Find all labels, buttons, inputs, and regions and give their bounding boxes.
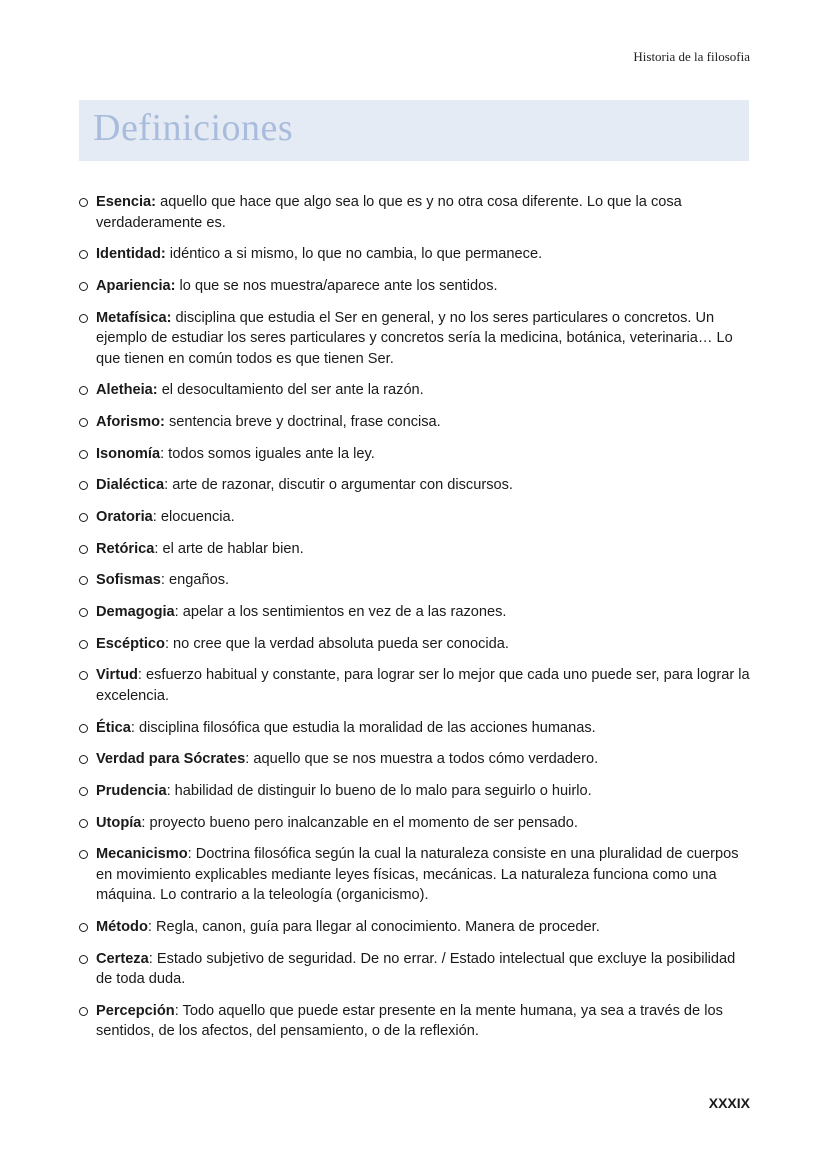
definition-term: Percepción [96, 1002, 175, 1019]
circle-bullet-icon [79, 450, 88, 459]
definition-item [79, 570, 751, 591]
definition-text: : elocuencia. [152, 509, 235, 525]
definition-text: : arte de razonar, discutir o argumentar con discursos. [164, 477, 513, 494]
circle-bullet-icon [79, 386, 88, 395]
circle-bullet-icon [79, 250, 88, 259]
definition-text: : el arte de hablar bien. [154, 540, 304, 557]
definition-text: lo que se nos muestra/aparece ante los sentidos. [175, 277, 498, 294]
definition-item [79, 444, 751, 465]
definition-text: : no cree que la verdad absoluta pueda ser conocida. [164, 635, 509, 652]
circle-bullet-icon [79, 418, 88, 427]
definitions-list [79, 192, 751, 1053]
definition-text: : aquello que se nos muestra a todos cómo verdadero. [245, 751, 599, 768]
definition-item [79, 813, 751, 834]
circle-bullet-icon [79, 198, 88, 207]
definition-text: el desocultamiento del ser ante la razón. [157, 382, 424, 399]
circle-bullet-icon [79, 576, 88, 585]
circle-bullet-icon [79, 608, 88, 617]
definition-term: Método [96, 919, 148, 936]
circle-bullet-icon [79, 850, 88, 859]
definition-term: Prudencia [96, 783, 167, 799]
circle-bullet-icon [79, 923, 88, 932]
definition-item [79, 244, 751, 265]
circle-bullet-icon [79, 819, 88, 828]
circle-bullet-icon [79, 481, 88, 490]
definition-term: Apariencia: [96, 277, 176, 294]
circle-bullet-icon [79, 314, 88, 323]
definition-term: Esencia: [96, 194, 157, 210]
definition-text: : engaños. [160, 572, 230, 589]
definition-item [79, 412, 751, 433]
page-title: Definiciones [93, 107, 294, 149]
definition-item [79, 507, 751, 528]
definition-item [79, 308, 751, 370]
definition-item [79, 781, 751, 802]
definition-text: : apelar a los sentimientos en vez de a las razones. [174, 604, 507, 621]
definition-term: Aforismo: [96, 413, 165, 430]
definition-term: Verdad para Sócrates [96, 751, 246, 768]
definition-term: Aletheia: [96, 382, 158, 399]
definition-text: : esfuerzo habitual y constante, para lograr ser lo mejor que cada uno puede ser, para lograr la excelencia. [96, 667, 750, 704]
definition-text: disciplina que estudia el Ser en general, y no los seres particulares o concretos. Un ejemplo de estudiar los seres particulares y concretos sería la medicina, botánica, veterinaria… Lo que tienen en común todos es que tienen Ser. [96, 309, 733, 367]
definition-item [79, 634, 751, 655]
circle-bullet-icon [79, 671, 88, 680]
definition-term: Oratoria [96, 509, 153, 525]
definition-text: : Regla, canon, guía para llegar al conocimiento. Manera de proceder. [147, 919, 600, 936]
definition-item [79, 1001, 751, 1042]
definition-item [79, 192, 751, 233]
definition-term: Escéptico [96, 635, 165, 652]
definition-item [79, 844, 751, 906]
circle-bullet-icon [79, 755, 88, 764]
definition-term: Dialéctica [96, 477, 165, 494]
definition-item [79, 602, 751, 623]
definition-item [79, 475, 751, 496]
definition-text: idéntico a si mismo, lo que no cambia, lo que permanece. [165, 246, 543, 263]
definition-term: Identidad: [96, 246, 166, 263]
circle-bullet-icon [79, 545, 88, 554]
definition-item [79, 276, 751, 297]
definition-item [79, 949, 751, 990]
definition-text: : todos somos iguales ante la ley. [160, 445, 375, 462]
definition-text: sentencia breve y doctrinal, frase concisa. [164, 413, 441, 430]
definition-term: Mecanicismo [96, 846, 188, 863]
page-number: XXXIX [708, 1095, 750, 1111]
definition-item [79, 917, 751, 938]
definition-term: Metafísica: [96, 309, 172, 326]
definition-text: : disciplina filosófica que estudia la moralidad de las acciones humanas. [130, 719, 596, 736]
definition-text: aquello que hace que algo sea lo que es y no otra cosa diferente. Lo que la cosa verdaderamente es. [96, 194, 682, 231]
circle-bullet-icon [79, 282, 88, 291]
definition-text: : Todo aquello que puede estar presente en la mente humana, ya sea a través de los sentidos, de los afectos, del pensamiento, o de la reflexión. [96, 1002, 723, 1040]
definition-item [79, 718, 751, 739]
title-band [79, 100, 749, 161]
circle-bullet-icon [79, 955, 88, 964]
definition-text: : Estado subjetivo de seguridad. De no errar. / Estado intelectual que excluye la posibilidad de toda duda. [96, 950, 736, 988]
circle-bullet-icon [79, 1007, 88, 1016]
definition-text: : habilidad de distinguir lo bueno de lo malo para seguirlo o huirlo. [166, 783, 592, 799]
definition-text: : Doctrina filosófica según la cual la naturaleza consiste en una pluralidad de cuerpos en movimiento explicables mediante leyes físicas, mecánicas. La naturaleza funciona como una máquina. Lo contrario a la teleología (organicismo). [96, 846, 739, 904]
definition-term: Sofismas [96, 572, 161, 589]
circle-bullet-icon [79, 640, 88, 649]
definition-term: Retórica [96, 540, 155, 557]
definition-item [79, 665, 751, 706]
definition-term: Ética [96, 719, 131, 736]
definition-term: Certeza [96, 950, 149, 967]
definition-item [79, 539, 751, 560]
definition-term: Utopía [96, 814, 142, 831]
definition-term: Isonomía [96, 445, 161, 462]
definition-text: : proyecto bueno pero inalcanzable en el momento de ser pensado. [141, 814, 578, 831]
running-header: Historia de la filosofia [633, 49, 750, 64]
definition-term: Demagogia [96, 604, 175, 621]
definition-item [79, 749, 751, 770]
circle-bullet-icon [79, 724, 88, 733]
definition-item [79, 380, 751, 401]
circle-bullet-icon [79, 787, 88, 796]
definition-term: Virtud [96, 667, 138, 684]
circle-bullet-icon [79, 513, 88, 522]
